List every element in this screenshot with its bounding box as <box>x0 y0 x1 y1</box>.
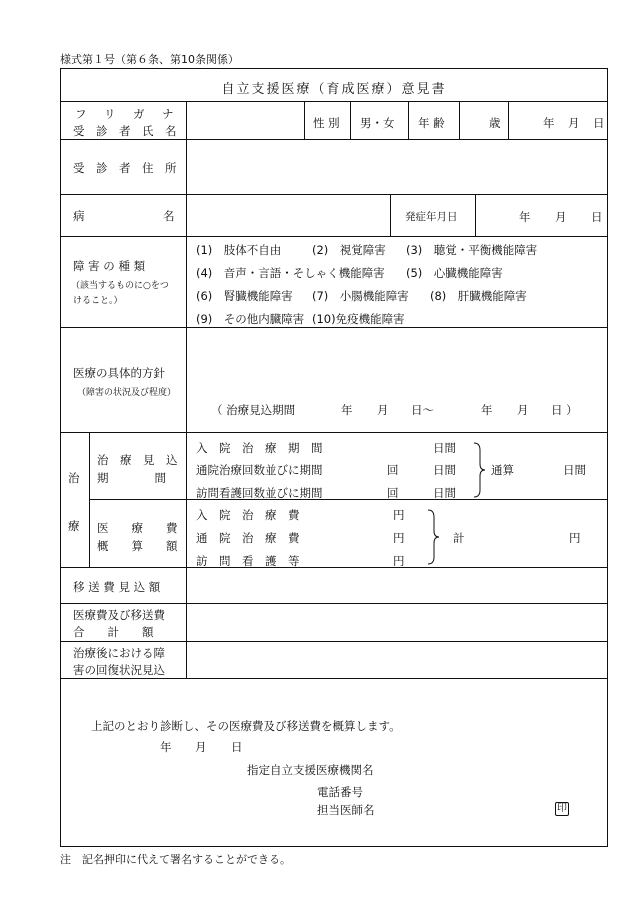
rule <box>350 101 351 139</box>
sex-options[interactable]: 男・女 <box>360 116 395 130</box>
rule <box>89 432 90 567</box>
disability-option[interactable]: (4) 音声・言語・そしゃく機能障害 <box>196 266 385 280</box>
form-reference: 様式第１号（第６条、第10条関係） <box>60 53 239 66</box>
declaration-day-unit: 日 <box>231 740 243 754</box>
outpatient-period-label: 通院治療回数並びに期間 <box>196 463 323 477</box>
rule <box>475 194 476 236</box>
total-days-unit: 日間 <box>563 463 586 477</box>
phone-number-label: 電話番号 <box>317 785 363 799</box>
birth-year-unit: 年 <box>543 116 555 130</box>
treatment-outer-label-top: 治 <box>68 471 80 485</box>
visiting-days-unit: 日間 <box>433 486 456 500</box>
disability-type-label: 障 害 の 種 類 <box>73 259 146 273</box>
inpatient-yen-unit: 円 <box>393 508 405 522</box>
declaration-year-unit: 年 <box>160 740 172 754</box>
footer-note: 注 記名押印に代えて署名することができる。 <box>60 853 291 866</box>
form-title: 自立支援医療（育成医療）意見書 <box>221 82 447 97</box>
disability-option[interactable]: (7) 小腸機能障害 <box>312 289 409 303</box>
birth-month-unit: 月 <box>568 116 580 130</box>
combined-total-label-top: 医療費及び移送費 <box>73 608 165 622</box>
rule <box>61 432 607 433</box>
disability-option[interactable]: (1) 肢体不自由 <box>196 243 282 257</box>
disability-option[interactable]: (6) 腎臓機能障害 <box>196 289 293 303</box>
period-start-day: 日〜 <box>411 403 434 417</box>
disability-note-line1: （該当するものに○をつ <box>71 281 169 291</box>
inpatient-cost-label: 入 院 治 療 費 <box>196 508 300 522</box>
outpatient-cost-label: 通 院 治 療 費 <box>196 531 300 545</box>
furigana-label: フ リ ガ ナ <box>75 107 177 121</box>
onset-month-unit: 月 <box>555 210 567 224</box>
onset-date-label: 発症年月日 <box>405 211 458 223</box>
visiting-yen-unit: 円 <box>393 554 405 568</box>
disability-option[interactable]: (8) 肝臓機能障害 <box>430 289 527 303</box>
period-start-month: 月 <box>377 403 389 417</box>
disability-note-line2: けること。） <box>73 296 123 306</box>
cost-estimate-label-bottom: 概 算 額 <box>97 539 178 553</box>
combined-total-label-bottom: 合 計 額 <box>73 625 154 639</box>
visiting-cost-label: 訪 問 看 護 等 <box>196 554 300 568</box>
rule <box>304 101 305 139</box>
declaration-month-unit: 月 <box>195 740 207 754</box>
disability-option[interactable]: (9) その他内臓障害 <box>196 312 305 326</box>
patient-name-label: 受 診 者 氏 名 <box>73 124 177 138</box>
cost-brace <box>426 509 440 565</box>
disability-option[interactable]: (10)免疫機能障害 <box>312 312 405 326</box>
treatment-policy-sublabel: （障害の状況及び程度） <box>77 388 177 398</box>
total-days-label: 通算 <box>491 463 514 477</box>
rule <box>89 499 607 500</box>
rule <box>61 194 607 195</box>
doctor-name-label: 担当医師名 <box>317 803 375 817</box>
declaration-text: 上記のとおり診断し、その医療費及び移送費を概算します。 <box>91 719 401 733</box>
rule <box>61 236 607 237</box>
treatment-policy-label: 医療の具体的方針 <box>73 366 165 380</box>
inpatient-period-label: 入 院 治 療 期 間 <box>196 441 323 455</box>
period-end-day: 日 ） <box>551 403 578 417</box>
period-brace <box>472 442 486 498</box>
birth-day-unit: 日 <box>593 116 605 130</box>
inpatient-days-unit: 日間 <box>433 441 456 455</box>
institution-name-label: 指定自立支援医療機関名 <box>247 763 374 777</box>
disease-label-second: 名 <box>163 209 175 223</box>
rule <box>508 101 509 139</box>
treatment-outer-label-bottom: 療 <box>68 519 80 533</box>
sex-label: 性 別 <box>313 116 340 130</box>
age-unit: 歳 <box>489 116 501 130</box>
visiting-times-unit: 回 <box>387 486 399 500</box>
rule <box>61 101 607 102</box>
period-start-year: 年 <box>341 403 353 417</box>
rule <box>408 101 409 139</box>
rule <box>459 101 460 139</box>
onset-day-unit: 日 <box>591 210 603 224</box>
period-end-year: 年 <box>481 403 493 417</box>
age-label: 年 齢 <box>418 116 445 130</box>
expected-treatment-label-bottom: 期 間 <box>97 471 166 485</box>
patient-address-label: 受 診 者 住 所 <box>73 161 177 175</box>
outpatient-days-unit: 日間 <box>433 463 456 477</box>
disability-option[interactable]: (3) 聴覚・平衡機能障害 <box>406 243 538 257</box>
rule <box>186 101 187 678</box>
transport-cost-label: 移 送 費 見 込 額 <box>73 580 161 594</box>
rule <box>61 641 607 642</box>
rule <box>61 678 607 679</box>
seal-mark-label: 印 <box>557 803 567 814</box>
period-end-month: 月 <box>517 403 529 417</box>
expected-period-label: （ 治療見込期間 <box>211 403 296 417</box>
cost-estimate-label-top: 医 療 費 <box>97 521 178 535</box>
disease-label-first: 病 <box>73 209 85 223</box>
visiting-period-label: 訪問看護回数並びに期間 <box>196 486 323 500</box>
outpatient-yen-unit: 円 <box>393 531 405 545</box>
onset-year-unit: 年 <box>519 210 531 224</box>
outpatient-times-unit: 回 <box>387 463 399 477</box>
cost-sum-unit: 円 <box>569 531 581 545</box>
disability-option[interactable]: (5) 心臓機能障害 <box>406 266 503 280</box>
cost-sum-label: 計 <box>453 531 465 545</box>
opinion-form-sheet <box>60 68 608 847</box>
rule <box>61 139 607 140</box>
recovery-outlook-label-bottom: 害の回復状況見込 <box>73 663 165 677</box>
expected-treatment-label-top: 治 療 見 込 <box>97 453 178 467</box>
disability-option[interactable]: (2) 視覚障害 <box>312 243 386 257</box>
recovery-outlook-label-top: 治療後における障 <box>73 646 165 660</box>
rule <box>390 194 391 236</box>
rule <box>61 567 607 568</box>
rule <box>61 327 607 328</box>
rule <box>61 603 607 604</box>
